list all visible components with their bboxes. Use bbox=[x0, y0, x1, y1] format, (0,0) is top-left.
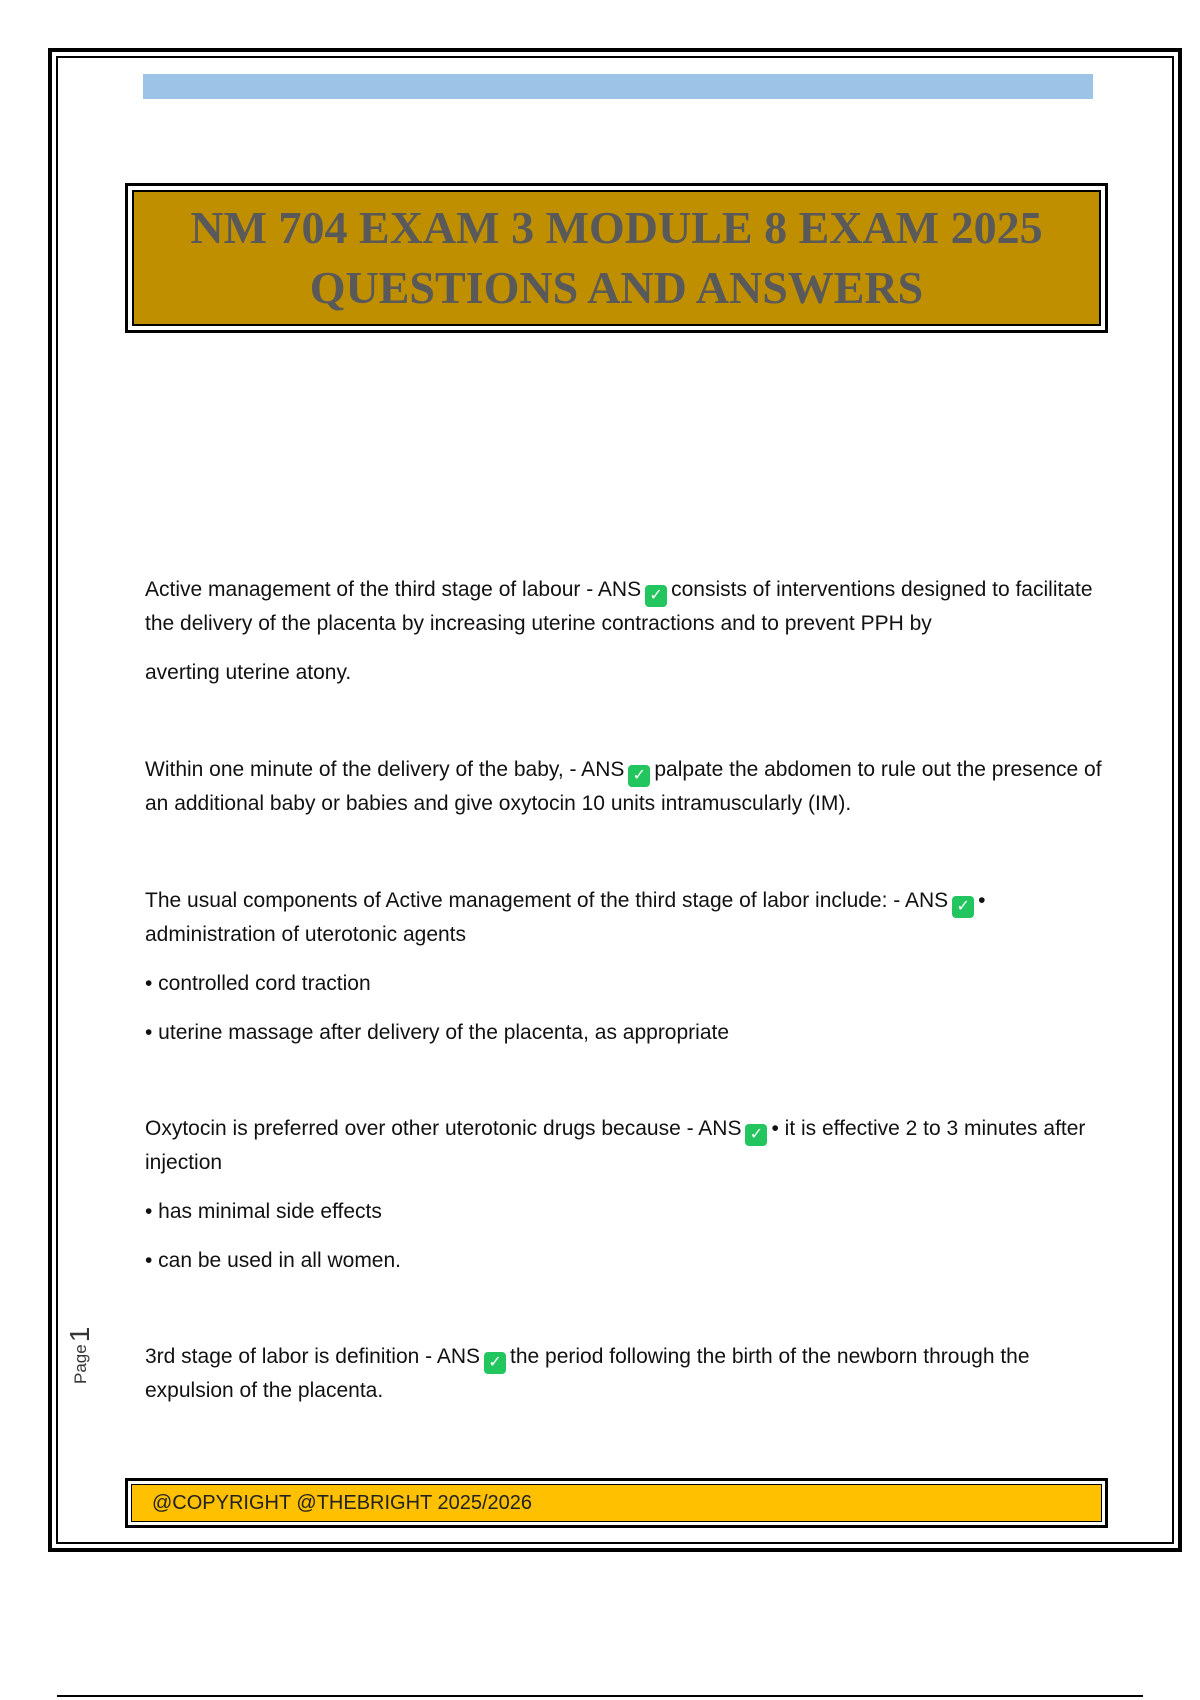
checkmark-icon: ✓ bbox=[484, 1352, 506, 1374]
qa-item-4 bbox=[145, 1112, 1105, 1277]
footer-box bbox=[125, 1478, 1108, 1528]
title-box bbox=[125, 183, 1108, 333]
title-banner bbox=[132, 190, 1101, 326]
bullet-item: • has minimal side effects bbox=[145, 1200, 382, 1223]
footer-banner bbox=[131, 1484, 1102, 1522]
answer-text-continued: averting uterine atony. bbox=[145, 661, 352, 684]
checkmark-icon: ✓ bbox=[952, 896, 974, 918]
copyright-text: @COPYRIGHT @THEBRIGHT 2025/2026 bbox=[152, 1491, 532, 1514]
checkmark-icon: ✓ bbox=[628, 765, 650, 787]
answer-text: consists of interventions designed to facilitate the delivery of the placenta by increasing uterine contractions and to prevent PPH by bbox=[145, 578, 1093, 635]
bullet-item: • can be used in all women. bbox=[145, 1249, 401, 1272]
checkmark-icon: ✓ bbox=[745, 1124, 767, 1146]
qa-item-3 bbox=[145, 884, 1105, 1049]
answer-text: • administration of uterotonic agents bbox=[145, 889, 986, 946]
page-number-label bbox=[64, 1324, 94, 1384]
answer-text: palpate the abdomen to rule out the presence of an additional baby or babies and give oxytocin 10 units intramuscularly (IM). bbox=[145, 758, 1102, 815]
qa-item-1 bbox=[145, 573, 1105, 689]
question-text: 3rd stage of labor is definition - ANS bbox=[145, 1345, 481, 1368]
page-label-text: Page bbox=[71, 1344, 90, 1384]
qa-item-5 bbox=[145, 1340, 1105, 1407]
answer-text: • it is effective 2 to 3 minutes after injection bbox=[145, 1117, 1086, 1174]
bottom-divider bbox=[57, 1695, 1143, 1697]
question-text: Oxytocin is preferred over other uterotonic drugs because - ANS bbox=[145, 1117, 742, 1140]
question-text: Within one minute of the delivery of the baby, - ANS bbox=[145, 758, 625, 781]
question-text: Active management of the third stage of labour - ANS bbox=[145, 578, 642, 601]
answer-text: the period following the birth of the newborn through the expulsion of the placenta. bbox=[145, 1345, 1030, 1402]
checkmark-icon: ✓ bbox=[645, 585, 667, 607]
question-text: The usual components of Active management of the third stage of labor include: - ANS bbox=[145, 889, 949, 912]
bullet-item: • uterine massage after delivery of the placenta, as appropriate bbox=[145, 1021, 730, 1044]
bullet-item: • controlled cord traction bbox=[145, 972, 371, 995]
title-line-1: NM 704 EXAM 3 MODULE 8 EXAM 2025 bbox=[190, 202, 1043, 253]
title-line-2: QUESTIONS AND ANSWERS bbox=[309, 262, 924, 313]
qa-item-2 bbox=[145, 753, 1105, 820]
page-number: 1 bbox=[64, 1326, 95, 1343]
header-color-band bbox=[143, 74, 1093, 99]
